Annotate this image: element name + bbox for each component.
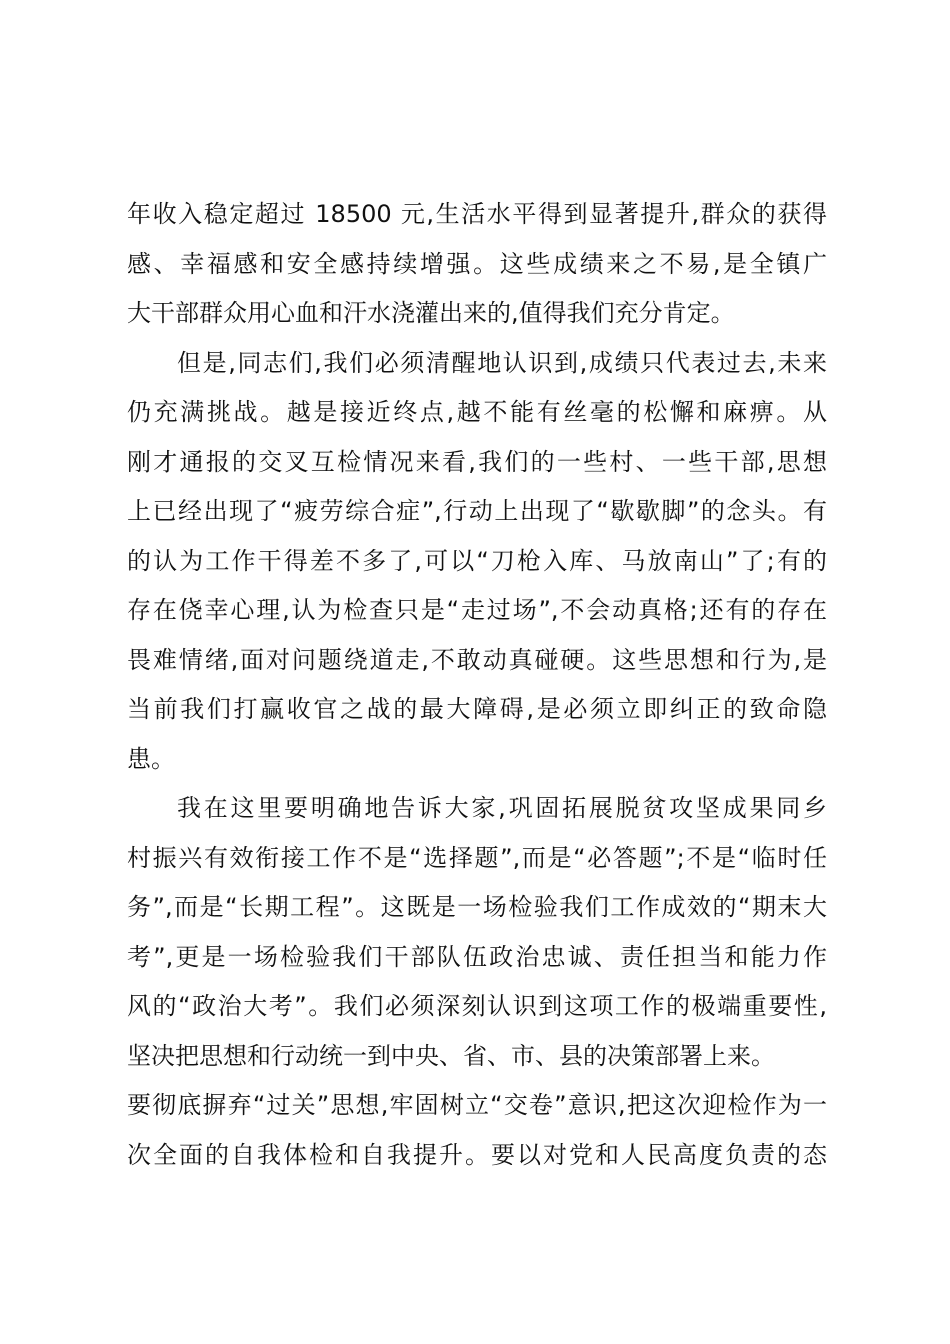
- text-line: 当前我们打赢收官之战的最大障碍,是必须立即纠正的致命隐: [127, 695, 827, 723]
- text-line: 大干部群众用心血和汗水浇灌出来的,值得我们充分肯定。: [127, 299, 735, 327]
- text-line: 村振兴有效衔接工作不是“选择题”,而是“必答题”;不是“临时任: [127, 843, 827, 872]
- text-line: 但是,同志们,我们必须清醒地认识到,成绩只代表过去,未来: [177, 348, 827, 377]
- paragraph: [127, 190, 827, 339]
- text-line: 上已经出现了“疲劳综合症”,行动上出现了“歇歇脚”的念头。有: [127, 497, 827, 525]
- text-line: 感、幸福感和安全感持续增强。这些成绩来之不易,是全镇广: [127, 249, 827, 278]
- text-line: 年收入稳定超过 18500 元,生活水平得到显著提升,群众的获得: [127, 200, 827, 228]
- text-line: 我在这里要明确地告诉大家,巩固拓展脱贫攻坚成果同乡: [177, 794, 827, 822]
- paragraph: [127, 339, 827, 785]
- text-line: 务”,而是“长期工程”。这既是一场检验我们工作成效的“期末大: [127, 893, 827, 921]
- text-line: 患。: [127, 744, 175, 773]
- text-line: 的认为工作干得差不多了,可以“刀枪入库、马放南山”了;有的: [127, 546, 827, 575]
- text-line: 畏难情绪,面对问题绕道走,不敢动真碰硬。这些思想和行为,是: [127, 645, 827, 674]
- text-line: 仍充满挑战。越是接近终点,越不能有丝毫的松懈和麻痹。从: [127, 398, 827, 426]
- text-line: 风的“政治大考”。我们必须深刻认识到这项工作的极端重要性,: [127, 992, 827, 1020]
- text-line: 次全面的自我体检和自我提升。要以对党和人民高度负责的态: [127, 1140, 827, 1169]
- text-line: 坚决把思想和行动统一到中央、省、市、县的决策部署上来。: [127, 1041, 775, 1070]
- document-body: [127, 190, 827, 1180]
- text-line: 存在侥幸心理,认为检查只是“走过场”,不会动真格;还有的存在: [127, 596, 827, 624]
- text-line: 刚才通报的交叉互检情况来看,我们的一些村、一些干部,思想: [127, 447, 827, 476]
- paragraph: [127, 784, 827, 1180]
- text-line: 考”,更是一场检验我们干部队伍政治忠诚、责任担当和能力作: [127, 942, 827, 971]
- text-line: 要彻底摒弃“过关”思想,牢固树立“交卷”意识,把这次迎检作为一: [127, 1091, 827, 1119]
